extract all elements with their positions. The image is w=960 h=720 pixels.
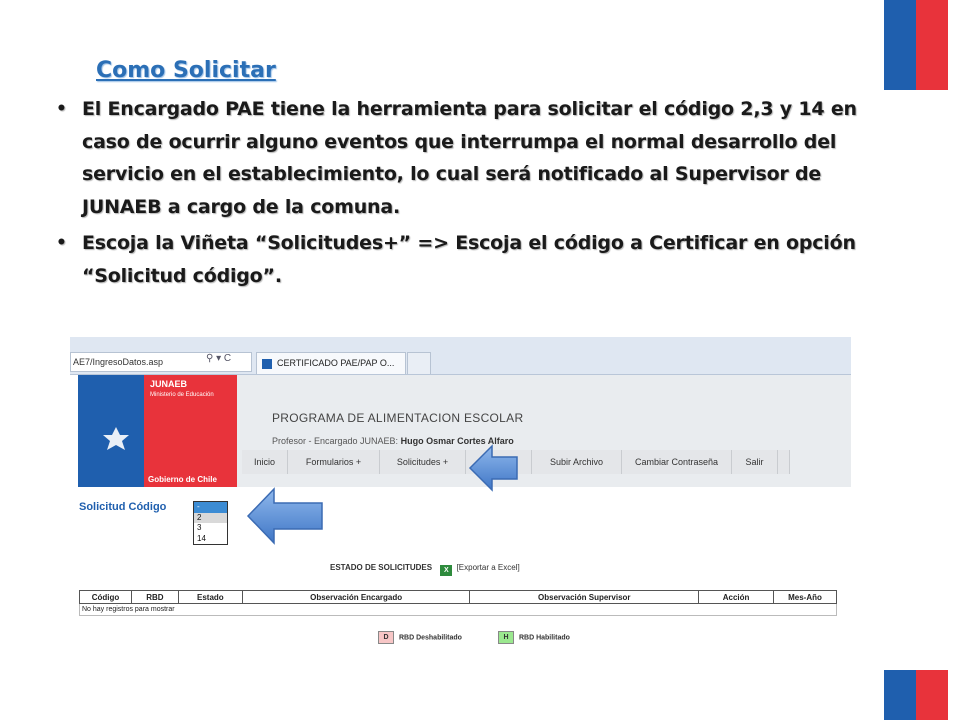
- column-header[interactable]: Mes-Año: [774, 591, 837, 604]
- select-option[interactable]: 14: [197, 533, 206, 543]
- chile-flag-bottom: [884, 670, 948, 720]
- bullet-item: [56, 227, 876, 292]
- legend-swatch: D: [378, 631, 394, 644]
- estado-title: ESTADO DE SOLICITUDES: [330, 563, 433, 572]
- bullet-text: Escoja la Viñeta “Solicitudes+” => Escoja el código a Certificar en opción “Solicitud código”.: [82, 232, 856, 287]
- arrow-left-icon: [468, 444, 520, 492]
- select-option[interactable]: -: [194, 502, 227, 513]
- table-row: [80, 604, 837, 616]
- nav-item-subir-archivo[interactable]: Subir Archivo: [532, 450, 622, 474]
- bullet-dot: •: [56, 99, 67, 119]
- select-option[interactable]: 3: [197, 523, 202, 532]
- logo-name: JUNAEB: [150, 379, 188, 389]
- coat-of-arms-icon: [96, 425, 136, 455]
- browser-tab[interactable]: [256, 352, 406, 374]
- column-header[interactable]: Observación Encargado: [242, 591, 470, 604]
- arrow-left-icon: [246, 487, 324, 545]
- column-header[interactable]: RBD: [131, 591, 178, 604]
- chile-flag-top: [884, 0, 948, 90]
- column-header[interactable]: Observación Supervisor: [470, 591, 699, 604]
- favicon-icon: [262, 359, 272, 369]
- legend-item: [378, 631, 462, 644]
- profesor-prefix: Profesor - Encargado JUNAEB:: [272, 436, 399, 446]
- legend-item: [498, 631, 570, 644]
- export-excel-link[interactable]: [Exportar a Excel]: [456, 563, 520, 572]
- bullet-item: [56, 93, 876, 223]
- column-header[interactable]: Estado: [178, 591, 242, 604]
- nav-item-salir[interactable]: Salir: [732, 450, 778, 474]
- nav-item-formularios[interactable]: Formularios +: [288, 450, 380, 474]
- estado-heading: [330, 563, 520, 576]
- address-bar[interactable]: AE7/IngresoDatos.asp: [70, 352, 252, 372]
- address-bar-icons[interactable]: ⚲ ▾ C: [206, 353, 232, 364]
- logo-red-panel: [144, 375, 237, 487]
- nav-item-solicitudes[interactable]: Solicitudes +: [380, 450, 466, 474]
- solicitudes-table: [79, 590, 837, 616]
- nav-item-inicio[interactable]: Inicio: [242, 450, 288, 474]
- new-tab-button[interactable]: [407, 352, 431, 374]
- profesor-name: Hugo Osmar Cortes Alfaro: [400, 436, 514, 446]
- program-title: PROGRAMA DE ALIMENTACION ESCOLAR: [272, 411, 524, 425]
- bullet-text: El Encargado PAE tiene la herramienta para solicitar el código 2,3 y 14 en caso de ocurrir alguno eventos que interrumpa el normal desarrollo del servicio en el establecimiento, lo cual será notificado al Supervisor de JUNAEB a cargo de la comuna.: [82, 98, 857, 218]
- column-header[interactable]: Acción: [699, 591, 774, 604]
- slide-title: Como Solicitar: [96, 58, 276, 83]
- logo-subtitle: Ministerio de Educación: [150, 392, 214, 398]
- select-option[interactable]: 2: [194, 513, 227, 524]
- legend-swatch: H: [498, 631, 514, 644]
- bullet-dot: •: [56, 233, 67, 253]
- logo-blue-panel: [78, 375, 144, 487]
- app-screenshot: [70, 337, 851, 682]
- legend-label: RBD Deshabilitado: [398, 634, 462, 642]
- empty-message: No hay registros para mostrar: [80, 604, 837, 616]
- browser-tab-title: CERTIFICADO PAE/PAP O...: [277, 358, 395, 368]
- solicitud-codigo-label: Solicitud Código: [79, 501, 167, 513]
- nav-item-cambiar-contrasena[interactable]: Cambiar Contraseña: [622, 450, 732, 474]
- logo-government: Gobierno de Chile: [148, 475, 217, 484]
- column-header[interactable]: Código: [80, 591, 132, 604]
- nav-item-end: [778, 450, 790, 474]
- bullet-list: [56, 93, 876, 296]
- solicitud-codigo-select[interactable]: [193, 501, 228, 545]
- legend-label: RBD Habilitado: [518, 634, 570, 642]
- excel-icon[interactable]: X: [440, 565, 452, 576]
